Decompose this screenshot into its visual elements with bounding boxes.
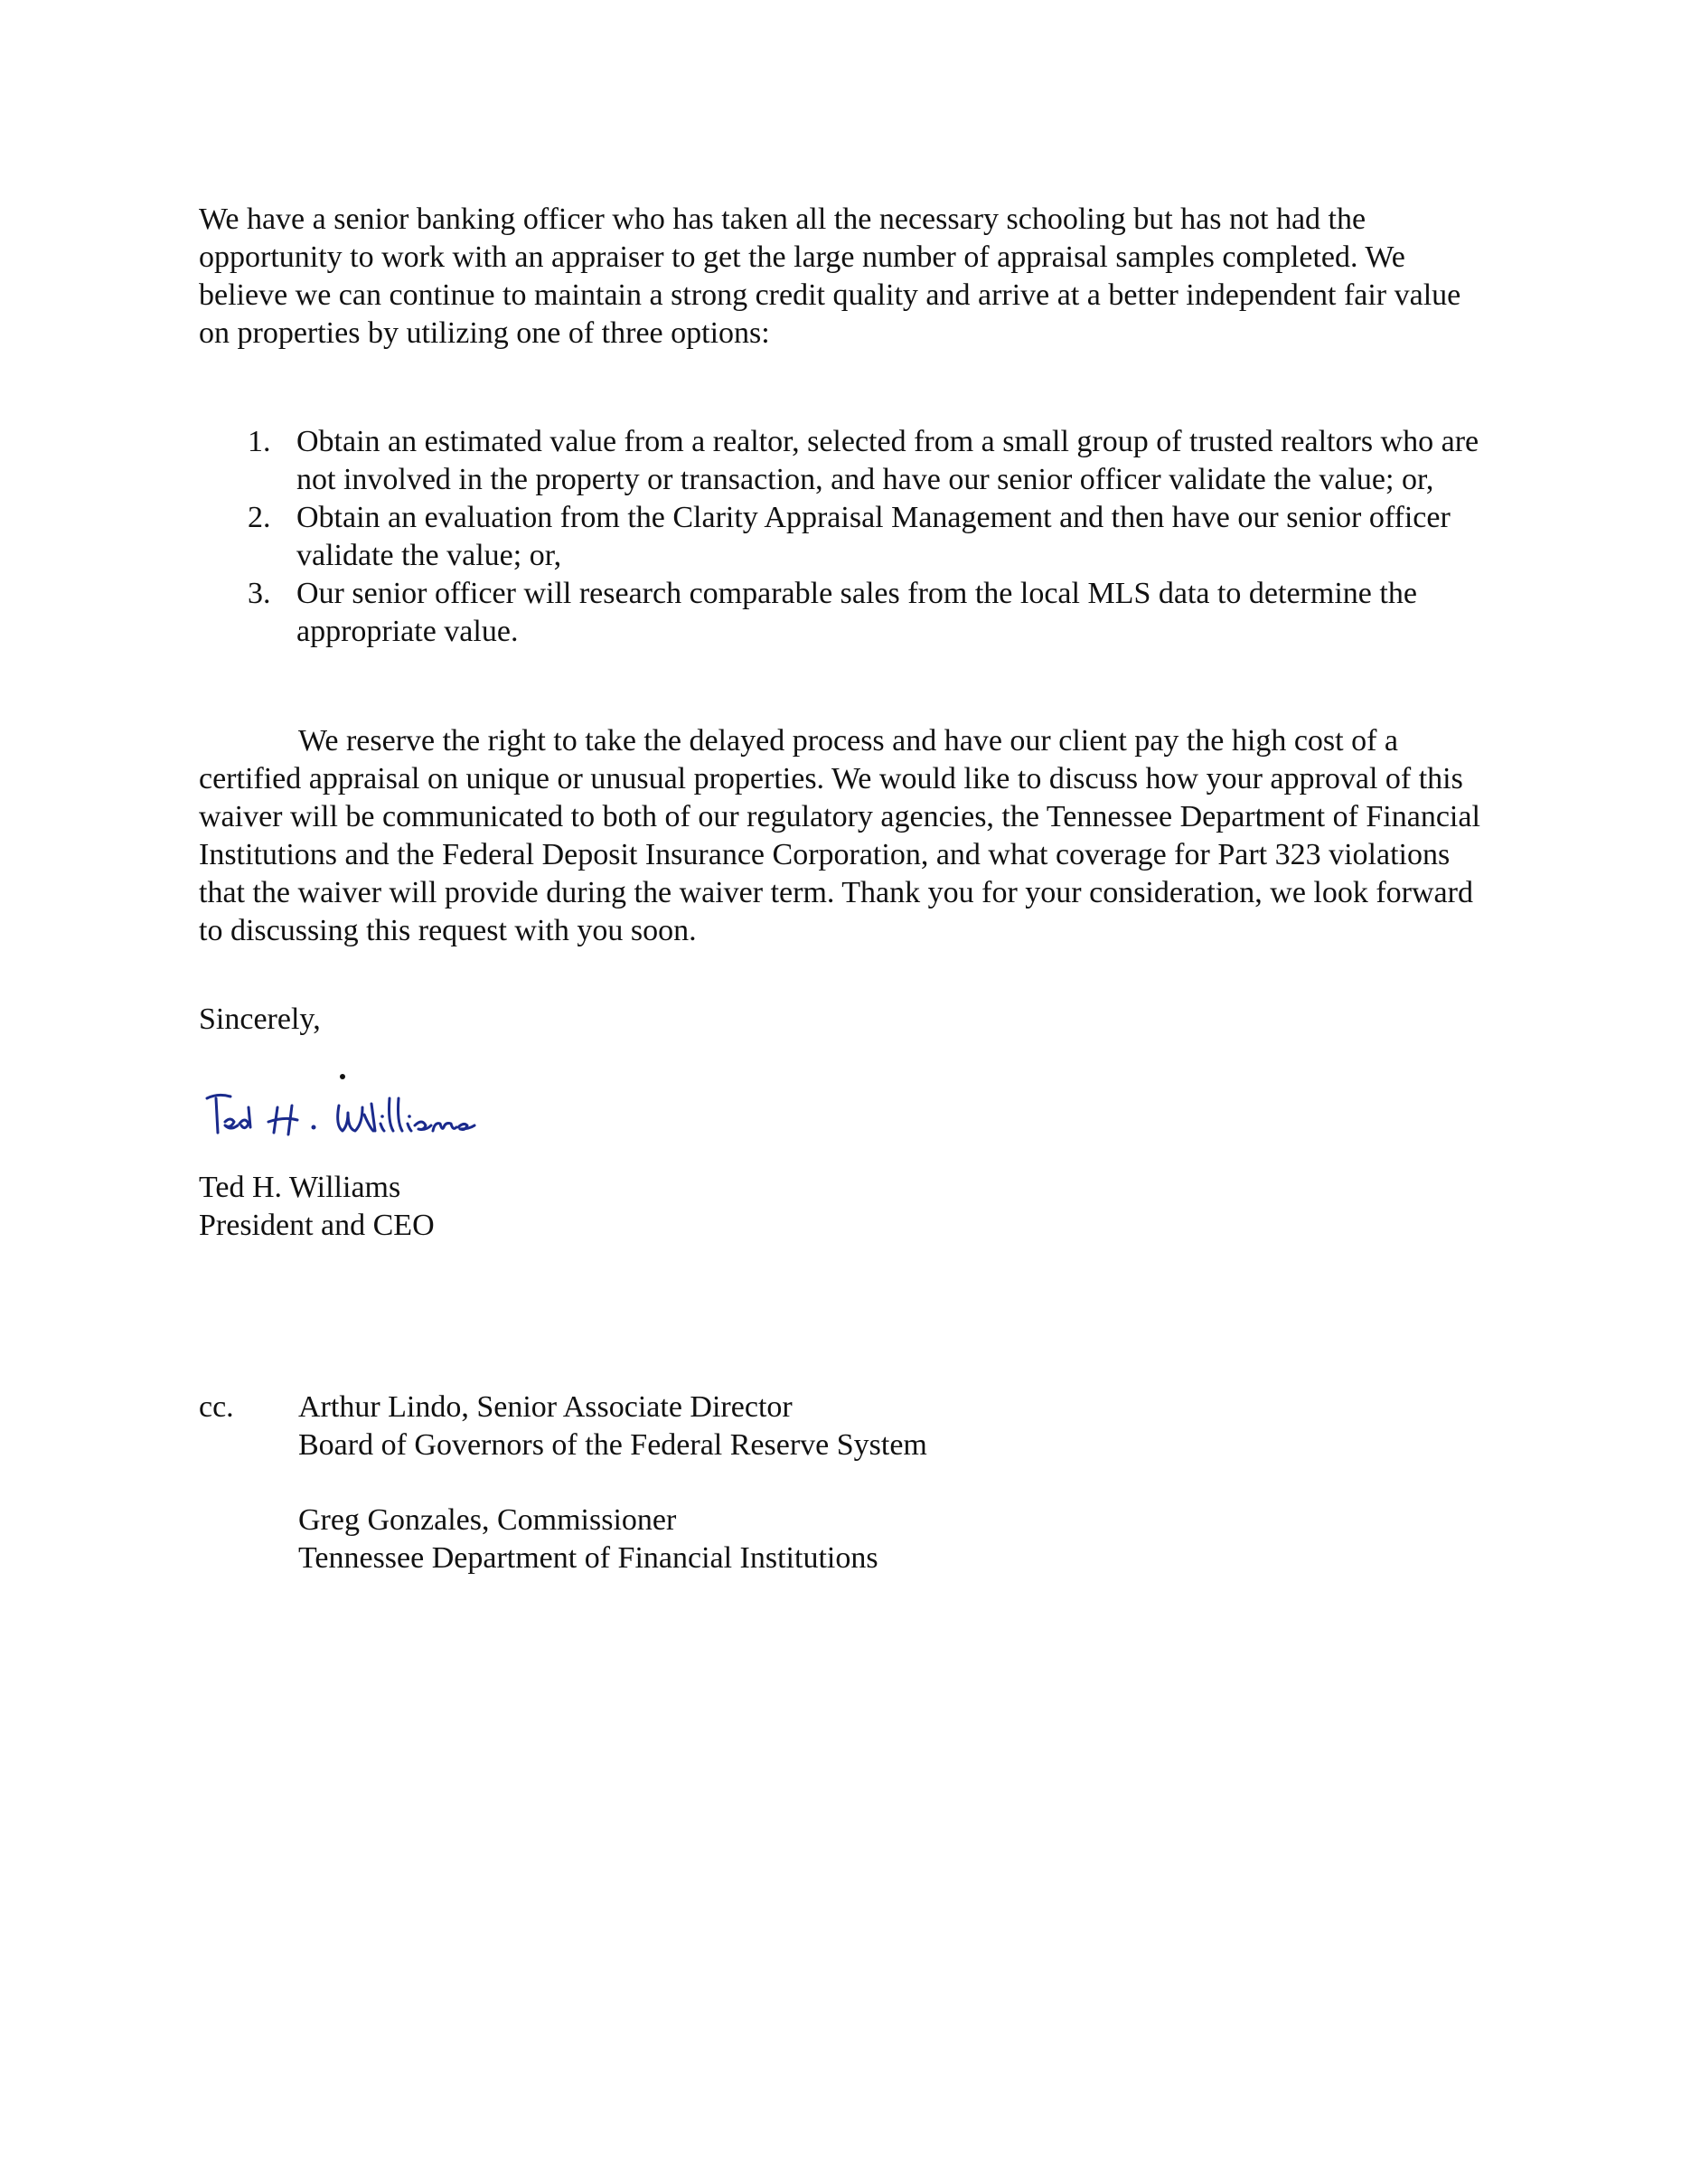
cc-recipient-name: Greg Gonzales, Commissioner (298, 1503, 677, 1537)
list-item (199, 499, 1491, 575)
body-paragraph-2: We reserve the right to take the delayed process and have our client pay the high cost of a certified appraisal on unique or unusual properties. We would like to discuss how your approval of this waiver will be communicated to both of our regulatory agencies, the Tennessee Department of Financial Institutions and the Federal Deposit Insurance Corporation, and what coverage for Part 323 violations that the waiver will provide during the waiver term. Thank you for your consideration, we look forward to discussing this request with you soon. (199, 724, 1480, 947)
list-item-text: Obtain an estimated value from a realtor, selected from a small group of trusted realtors who are not involved in the property or transaction, and have our senior officer validate the value; or, (296, 425, 1479, 496)
signer-name: Ted H. Williams (199, 1171, 401, 1204)
signer-title: President and CEO (199, 1209, 435, 1242)
list-item-number: 1. (248, 425, 271, 458)
list-item-text: Obtain an evaluation from the Clarity Appraisal Management and then have our senior officer validate the value; or, (296, 501, 1451, 572)
list-item-number: 2. (248, 501, 271, 534)
list-item (199, 575, 1491, 651)
signature-image (203, 1071, 529, 1153)
cc-recipient (298, 1389, 927, 1464)
cc-recipient (298, 1502, 878, 1577)
body-paragraph-1: We have a senior banking officer who has taken all the necessary schooling but has not had the opportunity to work with an appraiser to get the large number of appraisal samples completed. We believe we can continue to maintain a strong credit quality and arrive at a better independent fair value on properties by utilizing one of three options: (199, 202, 1461, 350)
cc-recipient-org: Board of Governors of the Federal Reserve System (298, 1428, 927, 1462)
cc-recipient-name: Arthur Lindo, Senior Associate Director (298, 1390, 793, 1424)
list-item (199, 423, 1491, 499)
list-item-number: 3. (248, 577, 271, 610)
options-list (199, 423, 1491, 651)
closing-salutation: Sincerely, (199, 1003, 321, 1036)
cc-recipient-org: Tennessee Department of Financial Institutions (298, 1541, 878, 1575)
list-item-text: Our senior officer will research comparable sales from the local MLS data to determine the appropriate value. (296, 577, 1417, 648)
cc-label: cc. (199, 1390, 234, 1424)
